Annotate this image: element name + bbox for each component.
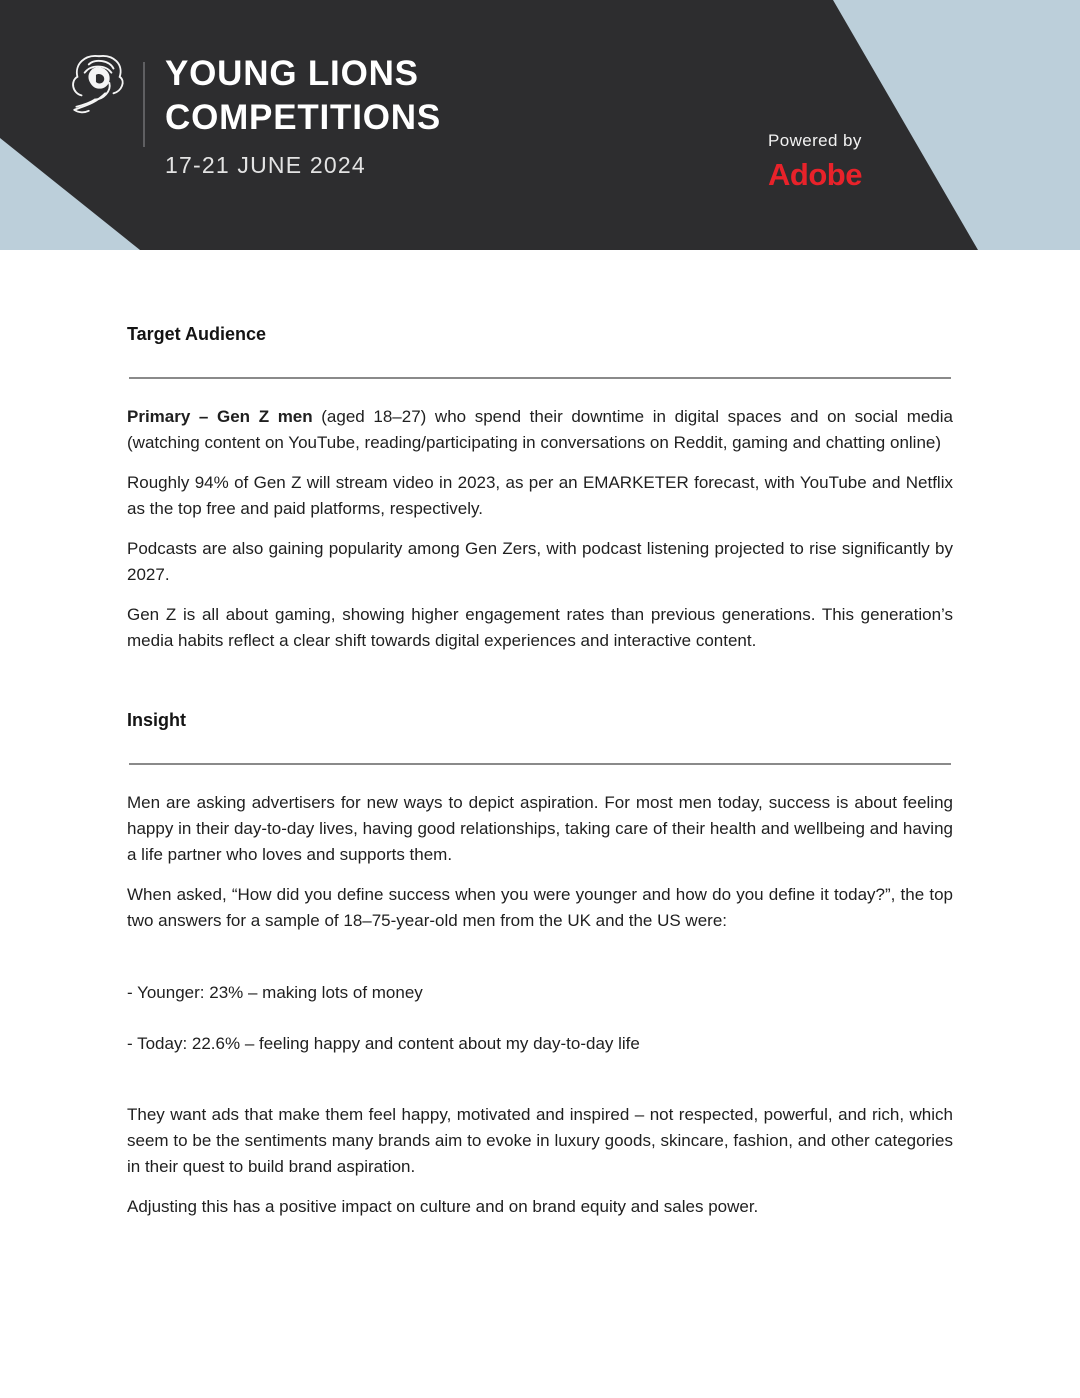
section-divider [129, 763, 951, 765]
header-dark-panel [0, 0, 1080, 250]
brand-title-line1: YOUNG LIONS [165, 54, 419, 93]
paragraph-lead-bold: Primary – Gen Z men [127, 407, 313, 426]
adobe-logo: Adobe [768, 157, 862, 192]
paragraph-brand-equity: Adjusting this has a positive impact on culture and on brand equity and sales power. [127, 1197, 759, 1216]
section-divider [129, 377, 951, 379]
paragraph-podcasts: Podcasts are also gaining popularity among Gen Zers, with podcast listening projected to rise significantly by 2027. [127, 539, 953, 584]
paragraph-text: (aged 18–27) who spend their downtime in digital spaces and on social media (watching content on YouTube, reading/participating in conversations on Reddit, gaming and chatting online) [127, 407, 953, 452]
answer-younger: - Younger: 23% – making lots of money [127, 983, 423, 1002]
paragraph-streaming-stat: Roughly 94% of Gen Z will stream video in 2023, as per an EMARKETER forecast, with YouTube and Netflix as the top free and paid platforms, respectively. [127, 473, 953, 518]
document-body [127, 250, 953, 1220]
brand-dates: 17-21 JUNE 2024 [165, 152, 366, 178]
answer-today: - Today: 22.6% – feeling happy and content about my day-to-day life [127, 1034, 640, 1053]
paragraph-gaming: Gen Z is all about gaming, showing higher engagement rates than previous generations. This generation’s media habits reflect a clear shift towards digital experiences and interactive content. [127, 605, 953, 650]
paragraph-primary-audience [127, 404, 953, 456]
powered-by-block [768, 131, 862, 193]
header-banner [0, 0, 1080, 250]
paragraph-survey-question: When asked, “How did you define success when you were younger and how do you define it today?”, the top two answers for a sample of 18–75-year-old men from the UK and the US were: [127, 885, 953, 930]
brand-text [165, 52, 441, 179]
section-heading-target-audience: Target Audience [127, 324, 267, 344]
section-heading-insight: Insight [127, 710, 186, 730]
cannes-lion-logo-icon [64, 52, 130, 114]
brand-title-line2: COMPETITIONS [165, 98, 441, 137]
powered-by-label: Powered by [768, 131, 862, 150]
paragraph-ad-sentiment: They want ads that make them feel happy, motivated and inspired – not respected, powerful, and rich, which seem to be the sentiments many brands aim to evoke in luxury goods, skincare, fashion, and other categories in their quest to build brand aspiration. [127, 1105, 953, 1176]
paragraph-aspiration: Men are asking advertisers for new ways to depict aspiration. For most men today, success is about feeling happy in their day-to-day lives, having good relationships, taking care of their health and wellbeing and having a life partner who loves and supports them. [127, 793, 953, 864]
brand-divider [143, 62, 145, 147]
